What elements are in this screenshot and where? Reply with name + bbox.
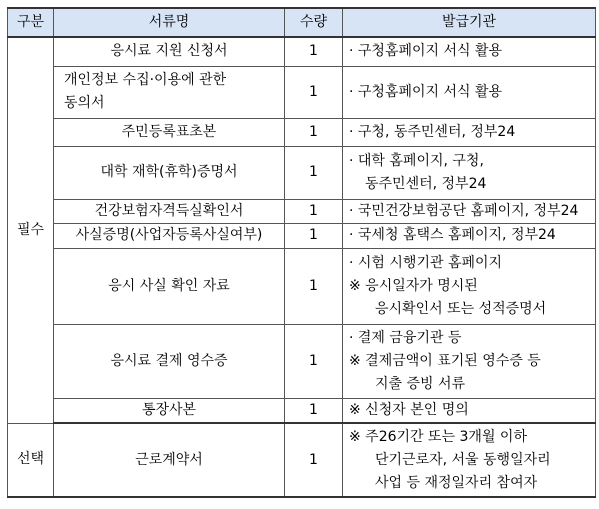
- quantity-cell: 1: [285, 146, 343, 199]
- document-name: 사실증명(사업자등록사실여부): [54, 223, 285, 248]
- quantity-cell: 1: [285, 223, 343, 248]
- table-header-row: [8, 8, 596, 37]
- header-issuer: 발급기관: [343, 8, 596, 37]
- document-name: 통장사본: [54, 398, 285, 423]
- issuer-cell: · 시험 시행기관 홈페이지 ※ 응시일자가 명시된 응시확인서 또는 성적증명서: [343, 248, 596, 324]
- table-row: [8, 37, 596, 66]
- table-row: [8, 66, 596, 118]
- quantity-cell: 1: [285, 248, 343, 324]
- table-row: [8, 248, 596, 324]
- issuer-cell: · 국세청 홈택스 홈페이지, 정부24: [343, 223, 596, 248]
- table-row: [8, 146, 596, 199]
- header-document: 서류명: [54, 8, 285, 37]
- issuer-cell: · 구청, 동주민센터, 정부24: [343, 118, 596, 146]
- quantity-cell: 1: [285, 66, 343, 118]
- header-category: 구분: [8, 8, 54, 37]
- table-row: [8, 423, 596, 497]
- table-row: [8, 118, 596, 146]
- header-quantity: 수량: [285, 8, 343, 37]
- quantity-cell: 1: [285, 118, 343, 146]
- document-name: 응시료 결제 영수증: [54, 324, 285, 398]
- issuer-cell: ※ 주26기간 또는 3개월 이하 단기근로자, 서울 동행일자리 사업 등 재정일자리 참여자: [343, 423, 596, 497]
- issuer-cell: · 구청홈페이지 서식 활용: [343, 37, 596, 66]
- document-table-container: [7, 7, 596, 498]
- issuer-cell: · 결제 금융기관 등 ※ 결제금액이 표기된 영수증 등 지출 증빙 서류: [343, 324, 596, 398]
- quantity-cell: 1: [285, 324, 343, 398]
- issuer-cell: · 대학 홈페이지, 구청, 동주민센터, 정부24: [343, 146, 596, 199]
- document-name: 주민등록표초본: [54, 118, 285, 146]
- document-name: 근로계약서: [54, 423, 285, 497]
- table-row: [8, 199, 596, 223]
- quantity-cell: 1: [285, 37, 343, 66]
- table-row: [8, 324, 596, 398]
- required-documents-table: [7, 7, 596, 498]
- category-optional: 선택: [8, 423, 54, 497]
- document-name: 응시 사실 확인 자료: [54, 248, 285, 324]
- document-name: 응시료 지원 신청서: [54, 37, 285, 66]
- document-name: 개인정보 수집·이용에 관한 동의서: [54, 66, 285, 118]
- category-required: 필수: [8, 37, 54, 423]
- issuer-cell: · 국민건강보험공단 홈페이지, 정부24: [343, 199, 596, 223]
- issuer-cell: ※ 신청자 본인 명의: [343, 398, 596, 423]
- quantity-cell: 1: [285, 398, 343, 423]
- document-name: 대학 재학(휴학)증명서: [54, 146, 285, 199]
- table-row: [8, 398, 596, 423]
- quantity-cell: 1: [285, 423, 343, 497]
- issuer-cell: · 구청홈페이지 서식 활용: [343, 66, 596, 118]
- quantity-cell: 1: [285, 199, 343, 223]
- table-row: [8, 223, 596, 248]
- document-name: 건강보험자격득실확인서: [54, 199, 285, 223]
